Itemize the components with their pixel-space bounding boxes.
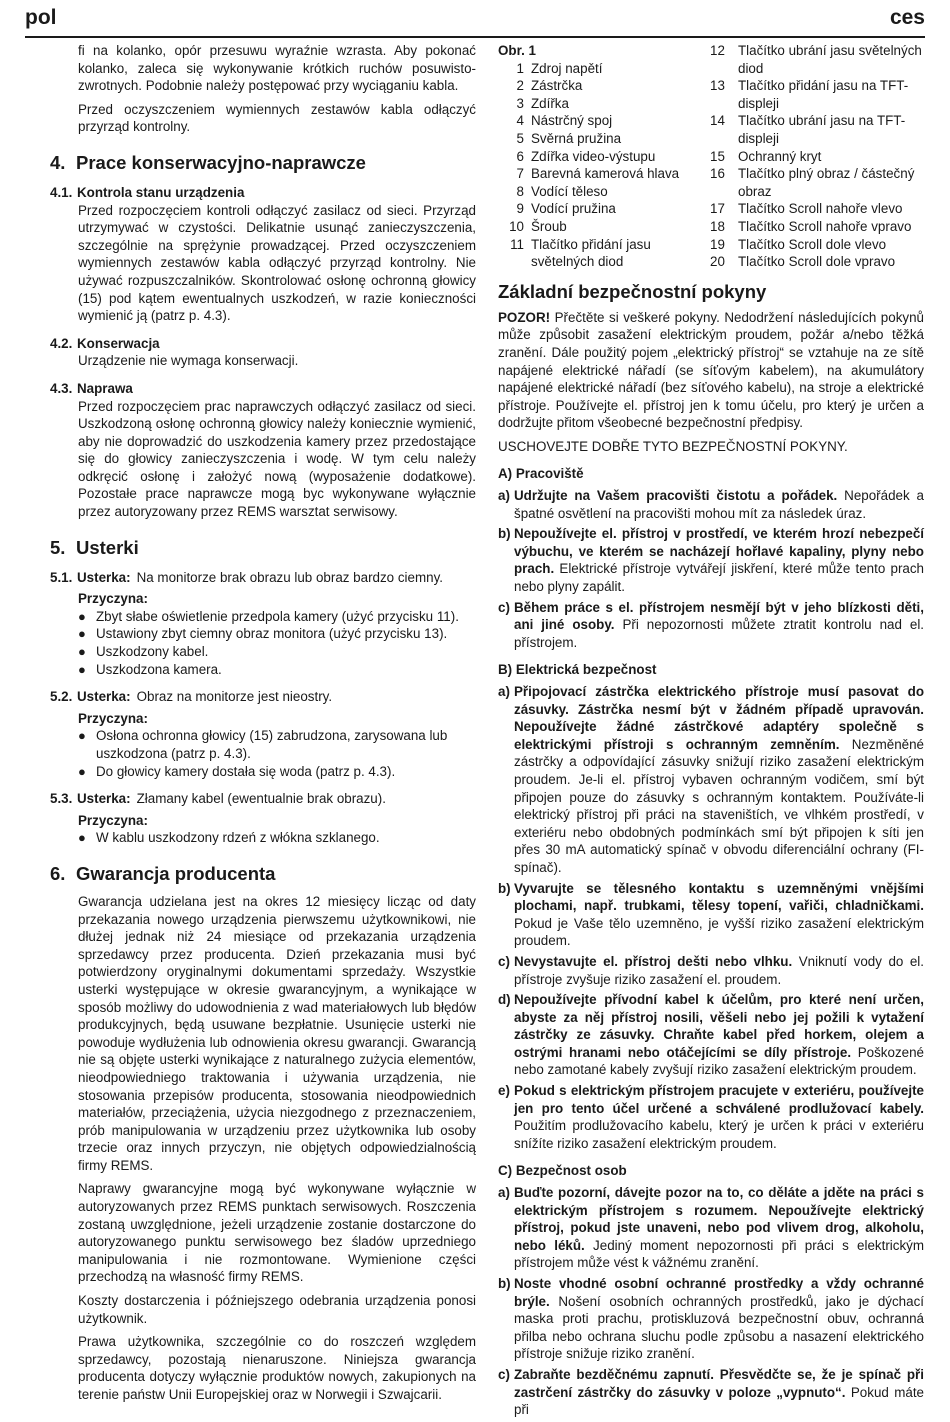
keep-instructions: USCHOVEJTE DOBŘE TYTO BEZPEČNOSTNÍ POKYNY. [498,438,848,454]
legend-item [498,183,710,201]
rule-explanation: Nezměněné zástrčky a odpovídající zásuvky snižují riziko zasažení elektrickým proudem. Je-li el. přístroj vybaven ochranným vodičem, smí být připojen pouze do zásuvky s ochranným kontaktem. Používáte-li elektrický přístroj při práci na staveništích, ve vlhkém prostředí, v exteriéru nebo obdobných podmínkách smí být připojen k síti jen přes 30 mA automatický spínač v obvodu diferenciální ochrany (FI-spínač). [514,736,924,875]
section-number: 5. [50,536,66,558]
rule-explanation: Při nepozornosti můžete ztratit kontrolu nad el. přístrojem. [514,617,925,650]
cause-label: Przyczyna: [78,812,148,828]
bullet-icon: ● [78,661,86,677]
legend-number: 13 [710,78,725,94]
legend-number: 17 [710,201,725,217]
subsection-title: Konserwacja [77,335,160,351]
fault-label: Usterka: [77,569,131,585]
rule-letter: b) [498,880,511,896]
legend-label: Svěrná pružina [531,130,622,146]
rule-item [498,880,924,950]
rule-text [514,953,924,988]
warning-label: POZOR! [498,309,551,325]
legend-number: 10 [509,218,524,234]
legend-item [498,77,710,95]
subsection-title: Kontrola stanu urządzenia [77,184,245,200]
rule-item [498,683,924,877]
workplace-rules [498,487,924,651]
list-item: ● Uszkodzony kabel. [78,644,209,660]
legend-label: Tlačítko ubrání jasu světelných diod [738,43,922,76]
legend-label: Nástrčný spoj [531,113,613,129]
legend-item [498,200,710,218]
section-number: 4. [50,151,66,173]
legend-column-right [710,42,924,271]
section-number: 6. [50,862,66,884]
fault-number: 5.3. [50,791,73,807]
legend-number: 20 [710,254,725,270]
legend-number: 18 [710,218,725,234]
legend-label: Tlačítko Scroll dole vlevo [738,236,887,252]
bullet-icon: ● [78,608,86,624]
personal-safety-rules [498,1184,924,1419]
legend-number: 3 [516,95,524,111]
rule-text [514,880,924,950]
bullet-icon: ● [78,728,86,744]
section-heading [50,152,476,174]
legend-label: Tlačítko přidání jasu na TFT-displeji [738,78,909,111]
warning-paragraph: POZOR! Přečtěte si veškeré pokyny. Nedodržení následujících pokynů může způsobit zasažení elektrickým proudem, požár a/nebo těžká zranění. Dále použitý pojem „elektrický přístroj“ se vztahuje na ze sítě napájené elektrické nářadí (se síťovým kabelem), na akumulátory napájené elektrické nářadí (bez síťového kabelu), na stroje a elektrické přístroje. Používejte el. přístroj jen k tomu účelu, pro který je určen a dodržujte přitom všeobecné bezpečnostní předpisy. [498,309,924,431]
rule-letter: c) [498,599,510,615]
rule-text [514,525,924,595]
legend-number: 15 [710,148,725,164]
legend-label: Šroub [531,218,567,234]
legend-item [498,60,710,78]
fault-heading [50,790,476,808]
legend-number: 8 [516,183,524,199]
rule-item [498,1184,924,1272]
rule-item [498,487,924,522]
legend-item [710,200,924,218]
legend-item [498,95,710,113]
legend-number: 19 [710,236,725,252]
rule-emphasis: Nevystavujte el. přístroj dešti nebo vlhku. [514,953,793,969]
legend-item [498,130,710,148]
legend-label: Zdroj napětí [531,60,603,76]
legend-item [498,236,710,271]
bullet-icon: ● [78,830,86,846]
rule-text [514,1184,924,1272]
language-code-right: ces [889,6,925,29]
group-heading: A) Pracoviště [498,466,584,482]
rule-explanation: Pokud máte při [514,1384,924,1418]
rule-letter: b) [498,1276,511,1291]
section-title: Prace konserwacyjno-naprawcze [76,151,366,173]
bullet-icon: ● [78,626,86,642]
bullet-icon: ● [78,644,86,660]
rule-emphasis: Vyvarujte se tělesného kontaktu s uzemněnými vnějšími plochami, např. trubkami, tělesy topení, vařiči, chladničkami. [514,880,924,914]
cause-list [78,608,476,678]
legend-item [710,77,924,112]
rule-emphasis: Zabraňte bezděčnému zapnutí. Přesvědčte se, že je spínač při zastrčení zástrčky do zásuvky v poloze „vypnuto“. [514,1366,924,1400]
rule-explanation: Poškozené nebo zamotané kabely zvyšují riziko zasažení elektrickým proudem. [514,1044,924,1078]
rule-item [498,1082,924,1152]
legend-item [498,218,710,236]
legend-label: Tlačítko přidání jasu světelných diod [531,236,651,270]
rule-emphasis: Udržujte na Vašem pracovišti čistotu a pořádek. [514,488,838,504]
intro-paragraph: fi na kolanko, opór przesuwu wyraźnie wzrasta. Aby pokonać kolanko, zaleca się wykonywanie krótkich ruchów posuwisto-zwrotnych. Podobnie należy postępować przy wyciąganiu kabla. [78,43,476,94]
legend-label: Tlačítko Scroll nahoře vpravo [738,218,912,234]
paragraph: Gwarancja udzielana jest na okres 12 miesięcy licząc od daty przekazania nowego urządzenia pierwszemu użytkownikowi, nie dłużej jednak niż 24 miesiące od przekazania urządzenia sprzedawcy przez producenta. Dzień przekazania musi być potwierdzony oryginalnymi dokumentami sprzedaży. Wszystkie usterki występujące w okresie gwarancyjnym, a wynikające w sposób możliwy do udowodnienia z wad materiałowych lub błędów produkcyjnych, będą usuwane bezpłatnie. Usunięcie usterki nie powoduje wydłużenia lub odnowienia okresu gwarancji. Gwarancją nie są objęte usterki wynikające z naturalnego zużycia elementów, nieodpowiedniego traktowania i używania urządzenia, nie stosowania przepisów producenta, stosowania nieodpowiednich materiałów, przeciążenia, użycia niezgodnego z przeznaczeniem, prób manipulowania w urządzeniu przez użytkownika lub osoby trzecie oraz innych przyczyn, nie objętych odpowiedzialnością firmy REMS. [78,893,476,1173]
legend-number: 16 [710,166,725,182]
intro-paragraph: Przed oczyszczeniem wymiennych zestawów kabla odłączyć przyrząd kontrolny. [78,101,476,135]
rule-emphasis: Buďte pozorní, dávejte pozor na to, co děláte a jděte na práci s elektrickým přístrojem s rozumem. Nepoužívejte elektrický přístroj, pokud jste unaveni, nebo pod vlivem drog, alkoholu, nebo léků. [514,1185,924,1253]
subsection-number: 4.1. [50,184,73,200]
language-code-left: pol [25,6,57,29]
legend-item [498,112,710,130]
legend-label: Tlačítko plný obraz / částečný obraz [738,166,915,199]
legend-item [498,165,710,183]
rule-letter: a) [498,1185,510,1201]
fault-description: Obraz na monitorze jest nieostry. [136,689,333,705]
legend-item [498,148,710,166]
fault-heading [50,569,476,587]
legend-column-left [498,42,710,271]
bullet-icon: ● [78,763,86,779]
fault-description: Na monitorze brak obrazu lub obraz bardzo ciemny. [136,569,443,585]
list-item: ● Do głowicy kamery dostała się woda (patrz p. 4.3). [78,763,396,779]
rule-emphasis: Připojovací zástrčka elektrického přístroje musí pasovat do zásuvky. Zástrčka nesmí být v žádném případě upravován. Nepoužívejte žádné zástrčkové adaptéry společně s elektrickými přístroji s ochranným zemněním. [514,684,924,752]
legend-item [710,236,924,254]
group-heading: C) Bezpečnost osob [498,1163,627,1179]
rule-text [514,991,924,1079]
rule-letter: c) [498,953,510,969]
cause-label: Przyczyna: [78,710,148,726]
legend-number: 1 [516,60,524,76]
czech-column [498,42,924,1422]
rule-explanation: Elektrické přístroje vytvářejí jiskření, které může tento prach nebo plyny zapálit. [514,561,924,595]
legend-label: Ochranný kryt [738,148,822,164]
rule-letter: a) [498,488,510,504]
rule-letter: c) [498,1366,510,1382]
rule-text [514,1275,924,1363]
rule-text [514,1366,924,1419]
list-item: ● Uszkodzona kamera. [78,661,222,677]
legend-item [710,165,924,200]
legend-label: Tlačítko Scroll dole vpravo [738,254,896,270]
list-item: ● Ustawiony zbyt ciemny obraz monitora (użyć przycisku 13). [78,626,448,642]
fault-description: Złamany kabel (ewentualnie brak obrazu). [136,791,386,807]
paragraph: Przed rozpoczęciem kontroli odłączyć zasilacz od sieci. Przyrząd utrzymywać w czystości. Delikatnie usunąć zanieczyszczenia, szczególnie na sprężynie prowadzącej. Przed oczyszczeniem wymiennych zestawów kabla odłączyć przyrząd kontrolny. Nie używać rozpuszczalników. Skontrolować osłonę ochronną głowicy (15) pod kątem ewentualnych uszkodzeń, w razie konieczności wymienić ją (patrz p. 4.3). [78,202,476,324]
rule-item [498,953,924,988]
section-heading [50,537,476,559]
list-item: ● Zbyt słabe oświetlenie przedpola kamery (użyć przycisku 11). [78,608,459,624]
rule-emphasis: Noste vhodné osobní ochranné prostředky a vždy ochranné brýle. [514,1276,924,1309]
rule-letter: e) [498,1083,510,1099]
legend-number: 6 [516,148,524,164]
legend-number: 2 [516,78,524,94]
rule-explanation: Jediný moment nepozornosti při práci s elektrickým přístrojem může vést k vážnému zranění. [514,1237,924,1271]
rule-letter: d) [498,992,511,1008]
rule-explanation: Použitím prodlužovacího kabelu, který je určen k práci v exteriéru snížíte riziko zasažení elektrickým proudem. [514,1118,924,1151]
safety-title: Základní bezpečnostní pokyny [498,280,767,302]
legend-item [710,148,924,166]
rule-item [498,599,924,652]
rule-item [498,1366,924,1419]
subsection-title: Naprawa [77,380,133,396]
paragraph: Koszty dostarczenia i późniejszego odebrania urządzenia ponosi użytkownik. [78,1293,476,1326]
legend-label: Vodící těleso [531,183,608,199]
paragraph: Prawa użytkownika, szczególnie co do roszczeń względem sprzedawcy, pozostają nienaruszone. Niniejsza gwarancja producenta dotyczy wyłącznie produktów nowych, zakupionych na terenie państw Unii Europejskiej oraz w Norwegii i Szwajcarii. [78,1334,476,1402]
legend-label: Zdířka [531,95,569,111]
legend-title: Obr. 1 [498,43,536,58]
legend-label: Tlačítko Scroll nahoře vlevo [738,201,903,217]
legend-number: 9 [516,201,524,217]
figure-legend [498,42,924,271]
subsection-number: 4.3. [50,380,73,396]
rule-emphasis: Nepoužívejte el. přístroj v prostředí, ve kterém hrozí nebezpečí výbuchu, ve kterém se nacházejí hořlavé kapaliny, plyny nebo prach. [514,526,924,577]
list-item: ● W kablu uszkodzony rdzeń z włókna szklanego. [78,830,380,846]
rule-emphasis: Během práce s el. přístrojem nesmějí být v jeho blízkosti děti, ani jiné osoby. [514,599,924,633]
fault-heading [50,688,476,706]
section-title: Usterki [76,536,139,558]
group-heading: B) Elektrická bezpečnost [498,662,657,678]
rule-item [498,525,924,595]
legend-number: 7 [516,166,524,182]
subsection-heading [50,380,476,398]
legend-item [710,218,924,236]
legend-number: 4 [516,113,524,129]
legend-item [710,253,924,271]
paragraph: Urządzenie nie wymaga konserwacji. [78,353,299,369]
legend-number: 5 [516,130,524,146]
legend-label: Zdířka video-výstupu [531,148,656,164]
rule-text [514,487,924,522]
subsection-heading [50,335,476,353]
rule-item [498,1275,924,1363]
fault-number: 5.2. [50,689,73,705]
fault-label: Usterka: [77,791,131,807]
legend-label: Barevná kamerová hlava [531,166,680,182]
list-item: ● Osłona ochronna głowicy (15) zabrudzona, zarysowana lub uszkodzona (patrz p. 4.3). [78,728,448,761]
legend-label: Vodící pružina [531,201,616,217]
subsection-heading [50,184,476,202]
rule-emphasis: Pokud s elektrickým přístrojem pracujete v exteriéru, používejte jen pro tento účel určené a schválené prodlužovací kabely. [514,1083,924,1116]
legend-item [710,112,924,147]
legend-label: Zástrčka [531,78,583,94]
section-heading [50,863,476,885]
rule-text [514,1082,924,1152]
rule-explanation: Nepořádek a špatné osvětlení na pracovišti mohou mít za následek úraz. [514,488,924,521]
rule-explanation: Vniknutí vody do el. přístroje zvyšuje riziko zasažení el. proudem. [514,953,925,987]
paragraph: Przed rozpoczęciem prac naprawczych odłączyć zasilacz od sieci. Uszkodzoną osłonę ochronną głowicy należy koniecznie wymienić, aby nie doprowadzić do uszkodzenia kamery przez przedostające się do głowicy zanieczyszczenia i wodę. W tym celu należy odkręcić osłonę i założyć nową (wyposażenie dodatkowe). Pozostałe prace naprawcze mogą byc wykonywane wyłącznie przez autoryzowany przez REMS warsztat serwisowy. [78,398,476,520]
rule-explanation: Nošení osobních ochranných prostředků, jako je dýchací maska proti prachu, protiskluzová bezpečnostní obuv, ochranná přilba nebo ochrana sluchu podle způsobu a nasazení elektrického přístroje snižuje riziko zranění. [514,1293,924,1362]
legend-label: Tlačítko ubrání jasu na TFT-displeji [738,113,906,146]
fault-number: 5.1. [50,569,73,585]
legend-number: 12 [710,43,725,58]
paragraph: Naprawy gwarancyjne mogą być wykonywane wyłącznie w autoryzowanych przez REMS punktach serwisowych. Roszczenia zostaną uwzględnione, jeżeli urządzenie zostanie dostarczone do autoryzowanego punktu serwisowego bez śladów uprzedniego manipulowania i nie rozmontowane. Wymienione części przechodzą na własność firmy REMS. [78,1181,476,1285]
rule-emphasis: Nepoužívejte přívodní kabel k účelům, pro které není určen, abyste za něj přístroj nosili, věšeli nebo jej požili k vytažení zástrčky ze zásuvky. Chraňte kabel před horkem, olejem a ostrými hranami nebo otáčejícími se díly přístroje. [514,992,924,1060]
rule-letter: a) [498,684,510,699]
cause-label: Przyczyna: [78,591,148,607]
polish-column [50,42,476,1410]
rule-letter: b) [498,526,511,542]
subsection-number: 4.2. [50,335,73,351]
rule-explanation: Pokud je Vaše tělo uzemněno, je vyšší riziko zasažení elektrickým proudem. [514,915,924,949]
rule-text [514,683,924,877]
electrical-rules [498,683,924,1152]
legend-number: 11 [510,236,524,252]
rule-item [498,991,924,1079]
legend-item [710,42,924,77]
rule-text [514,599,924,652]
legend-number: 14 [710,113,725,129]
fault-label: Usterka: [77,689,131,705]
header-divider [25,36,925,38]
cause-list [78,829,476,847]
section-title: Gwarancja producenta [76,862,276,884]
cause-list [78,727,476,780]
